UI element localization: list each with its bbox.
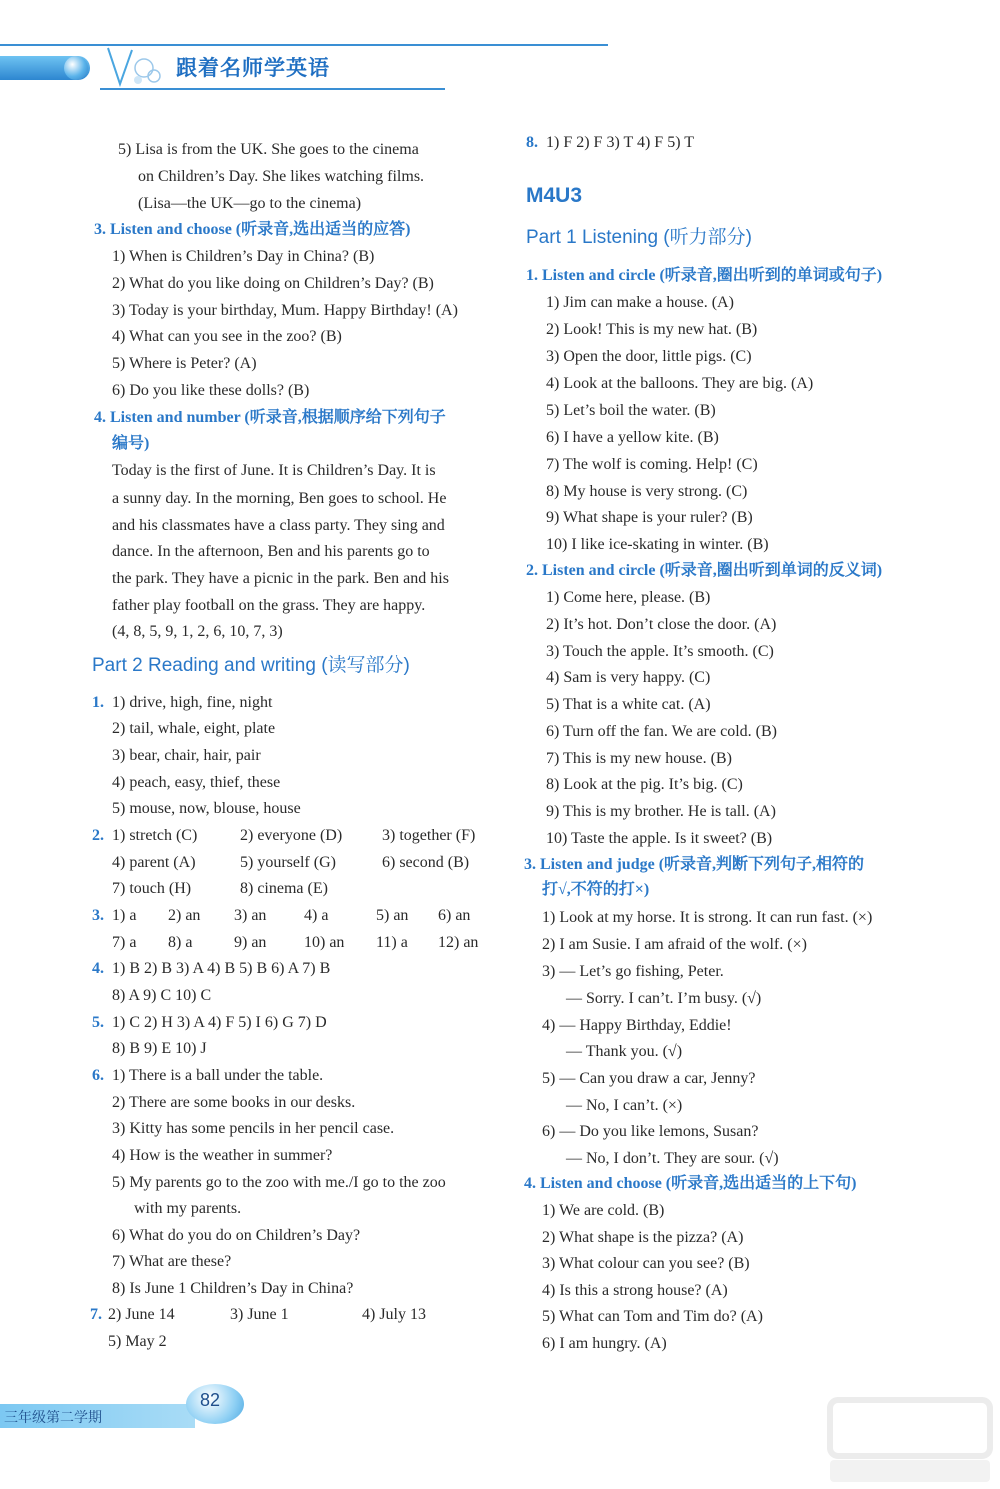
right-line: 3) Touch the apple. It’s smooth. (C) bbox=[546, 643, 774, 660]
page-number: 82 bbox=[200, 1390, 221, 1410]
header-flower-icon bbox=[98, 44, 168, 92]
right-line: 1) We are cold. (B) bbox=[542, 1202, 665, 1219]
left-line: 1) drive, high, fine, night bbox=[112, 694, 273, 711]
right-line: 3. Listen and judge (听录音,判断下列句子,相符的 bbox=[524, 856, 865, 873]
left-line: 3) bear, chair, hair, pair bbox=[112, 747, 261, 764]
left-line: 7) a bbox=[112, 934, 137, 951]
header-title: 跟着名师学英语 bbox=[176, 56, 330, 80]
right-line: 9) What shape is your ruler? (B) bbox=[546, 509, 753, 526]
left-line: 2) There are some books in our desks. bbox=[112, 1094, 356, 1111]
right-line: 2) What shape is the pizza? (A) bbox=[542, 1229, 744, 1246]
left-line: father play football on the grass. They are happy. bbox=[112, 597, 426, 614]
left-line: 6) Do you like these dolls? (B) bbox=[112, 382, 310, 399]
left-line: on Children’s Day. She likes watching films. bbox=[138, 168, 425, 185]
right-line: 5) What can Tom and Tim do? (A) bbox=[542, 1308, 763, 1325]
right-line: 6) I have a yellow kite. (B) bbox=[546, 429, 719, 446]
left-line: with my parents. bbox=[134, 1200, 242, 1217]
left-line: 4) a bbox=[304, 907, 329, 924]
right-line: 1) F 2) F 3) T 4) F 5) T bbox=[546, 134, 695, 151]
right-line: 5) Let’s boil the water. (B) bbox=[546, 402, 716, 419]
left-line: 5) My parents go to the zoo with me./I go to the zoo bbox=[112, 1174, 446, 1191]
left-line: 4) How is the weather in summer? bbox=[112, 1147, 333, 1164]
right-line: 7) The wolf is coming. Help! (C) bbox=[546, 456, 758, 473]
right-line: 4) Sam is very happy. (C) bbox=[546, 669, 711, 686]
right-line: 2) I am Susie. I am afraid of the wolf. (×) bbox=[542, 936, 807, 953]
left-line: 1. bbox=[92, 694, 104, 711]
right-line: 8) My house is very strong. (C) bbox=[546, 483, 748, 500]
left-line: 3. Listen and choose (听录音,选出适当的应答) bbox=[94, 221, 411, 238]
left-line: 5) Where is Peter? (A) bbox=[112, 355, 257, 372]
left-line: 2) June 14 bbox=[108, 1306, 175, 1323]
left-line: 3) Kitty has some pencils in her pencil case. bbox=[112, 1120, 395, 1137]
left-line: 9) an bbox=[234, 934, 267, 951]
left-line: Today is the first of June. It is Children’s Day. It is bbox=[112, 462, 436, 479]
left-line: a sunny day. In the morning, Ben goes to school. He bbox=[112, 490, 447, 507]
left-line: (Lisa—the UK—go to the cinema) bbox=[138, 195, 362, 212]
right-line: 6) I am hungry. (A) bbox=[542, 1335, 667, 1352]
left-line: 2) everyone (D) bbox=[240, 827, 343, 844]
header-ball-icon bbox=[64, 56, 88, 80]
left-line: 2) an bbox=[168, 907, 201, 924]
left-line: 5) Lisa is from the UK. She goes to the cinema bbox=[118, 141, 419, 158]
right-line: 打√,不符的打×) bbox=[542, 881, 650, 898]
left-line: 6. bbox=[92, 1067, 104, 1084]
right-line: 4. Listen and choose (听录音,选出适当的上下句) bbox=[524, 1175, 857, 1192]
right-line: — No, I can’t. (×) bbox=[566, 1097, 683, 1114]
watermark-logo-icon bbox=[820, 1390, 1000, 1489]
left-line: 8) cinema (E) bbox=[240, 880, 328, 897]
right-line: 7) This is my new house. (B) bbox=[546, 750, 732, 767]
left-line: 5) mouse, now, blouse, house bbox=[112, 800, 301, 817]
left-line: 4) What can you see in the zoo? (B) bbox=[112, 328, 342, 345]
grade-label: 三年级第二学期 bbox=[4, 1410, 102, 1426]
left-line: 1) There is a ball under the table. bbox=[112, 1067, 324, 1084]
right-line: — Sorry. I can’t. I’m busy. (√) bbox=[566, 990, 762, 1007]
right-line: 2. Listen and circle (听录音,圈出听到单词的反义词) bbox=[526, 562, 883, 579]
right-line: 3) — Let’s go fishing, Peter. bbox=[542, 963, 724, 980]
left-line: 5) May 2 bbox=[108, 1333, 167, 1350]
right-line: 2) Look! This is my new hat. (B) bbox=[546, 321, 758, 338]
left-line: 2) tail, whale, eight, plate bbox=[112, 720, 276, 737]
right-line: 1) Jim can make a house. (A) bbox=[546, 294, 734, 311]
header-underline bbox=[100, 88, 445, 90]
right-line: Part 1 Listening (听力部分) bbox=[526, 227, 752, 248]
left-line: 3) June 1 bbox=[230, 1306, 289, 1323]
right-line: 6) Turn off the fan. We are cold. (B) bbox=[546, 723, 777, 740]
left-line: 2. bbox=[92, 827, 104, 844]
page-header bbox=[0, 0, 1000, 110]
left-line: 6) an bbox=[438, 907, 471, 924]
left-line: 8) a bbox=[168, 934, 193, 951]
left-line: 3) together (F) bbox=[382, 827, 476, 844]
right-line: 9) This is my brother. He is tall. (A) bbox=[546, 803, 776, 820]
right-line: 10) Taste the apple. Is it sweet? (B) bbox=[546, 830, 773, 847]
right-line: — No, I don’t. They are sour. (√) bbox=[566, 1150, 779, 1167]
left-line: 12) an bbox=[438, 934, 479, 951]
header-rule bbox=[0, 44, 608, 46]
right-line: 3) Open the door, little pigs. (C) bbox=[546, 348, 752, 365]
right-line: 1. Listen and circle (听录音,圈出听到的单词或句子) bbox=[526, 267, 883, 284]
left-line: 4. Listen and number (听录音,根据顺序给下列句子 bbox=[94, 409, 446, 426]
left-line: 1) a bbox=[112, 907, 137, 924]
left-line: 1) C 2) H 3) A 4) F 5) I 6) G 7) D bbox=[112, 1014, 327, 1031]
left-line: 8) A 9) C 10) C bbox=[112, 987, 212, 1004]
left-line: 1) stretch (C) bbox=[112, 827, 198, 844]
left-line: 6) What do you do on Children’s Day? bbox=[112, 1227, 361, 1244]
left-line: 4) parent (A) bbox=[112, 854, 196, 871]
left-line: 编号) bbox=[112, 435, 150, 452]
left-line: 1) B 2) B 3) A 4) B 5) B 6) A 7) B bbox=[112, 960, 331, 977]
left-line: and his classmates have a class party. They sing and bbox=[112, 517, 445, 534]
right-line: 2) It’s hot. Don’t close the door. (A) bbox=[546, 616, 777, 633]
left-line: 8) B 9) E 10) J bbox=[112, 1040, 207, 1057]
left-line: 2) What do you like doing on Children’s Day? (B) bbox=[112, 275, 434, 292]
left-line: 5. bbox=[92, 1014, 104, 1031]
left-line: 5) yourself (G) bbox=[240, 854, 336, 871]
right-line: 4) Look at the balloons. They are big. (A) bbox=[546, 375, 814, 392]
left-line: 11) a bbox=[376, 934, 408, 951]
right-line: M4U3 bbox=[526, 184, 583, 207]
right-line: 10) I like ice-skating in winter. (B) bbox=[546, 536, 769, 553]
right-line: 1) Come here, please. (B) bbox=[546, 589, 711, 606]
right-line: 5) — Can you draw a car, Jenny? bbox=[542, 1070, 756, 1087]
left-line: 8) Is June 1 Children’s Day in China? bbox=[112, 1280, 354, 1297]
page-footer bbox=[0, 1380, 260, 1440]
left-line: 7) touch (H) bbox=[112, 880, 192, 897]
left-line: 7. bbox=[90, 1306, 102, 1323]
left-line: the park. They have a picnic in the park. Ben and his bbox=[112, 570, 449, 587]
left-line: 6) second (B) bbox=[382, 854, 470, 871]
right-line: 6) — Do you like lemons, Susan? bbox=[542, 1123, 759, 1140]
right-line: 1) Look at my horse. It is strong. It can run fast. (×) bbox=[542, 909, 873, 926]
right-line: 3) What colour can you see? (B) bbox=[542, 1255, 750, 1272]
left-line: dance. In the afternoon, Ben and his parents go to bbox=[112, 543, 430, 560]
left-line: 4. bbox=[92, 960, 104, 977]
left-line: 10) an bbox=[304, 934, 345, 951]
left-line: 3) an bbox=[234, 907, 267, 924]
left-line: (4, 8, 5, 9, 1, 2, 6, 10, 7, 3) bbox=[112, 623, 283, 640]
left-line: 7) What are these? bbox=[112, 1253, 232, 1270]
left-line: 4) July 13 bbox=[362, 1306, 426, 1323]
left-line: Part 2 Reading and writing (读写部分) bbox=[92, 655, 410, 676]
right-line: 4) — Happy Birthday, Eddie! bbox=[542, 1017, 732, 1034]
left-line: 3. bbox=[92, 907, 104, 924]
left-line: 5) an bbox=[376, 907, 409, 924]
right-line: 5) That is a white cat. (A) bbox=[546, 696, 711, 713]
right-line: 8. bbox=[526, 134, 538, 151]
left-line: 4) peach, easy, thief, these bbox=[112, 774, 281, 791]
right-line: — Thank you. (√) bbox=[566, 1043, 683, 1060]
right-line: 4) Is this a strong house? (A) bbox=[542, 1282, 728, 1299]
left-line: 3) Today is your birthday, Mum. Happy Birthday! (A) bbox=[112, 302, 458, 319]
right-line: 8) Look at the pig. It’s big. (C) bbox=[546, 776, 743, 793]
left-line: 1) When is Children’s Day in China? (B) bbox=[112, 248, 375, 265]
